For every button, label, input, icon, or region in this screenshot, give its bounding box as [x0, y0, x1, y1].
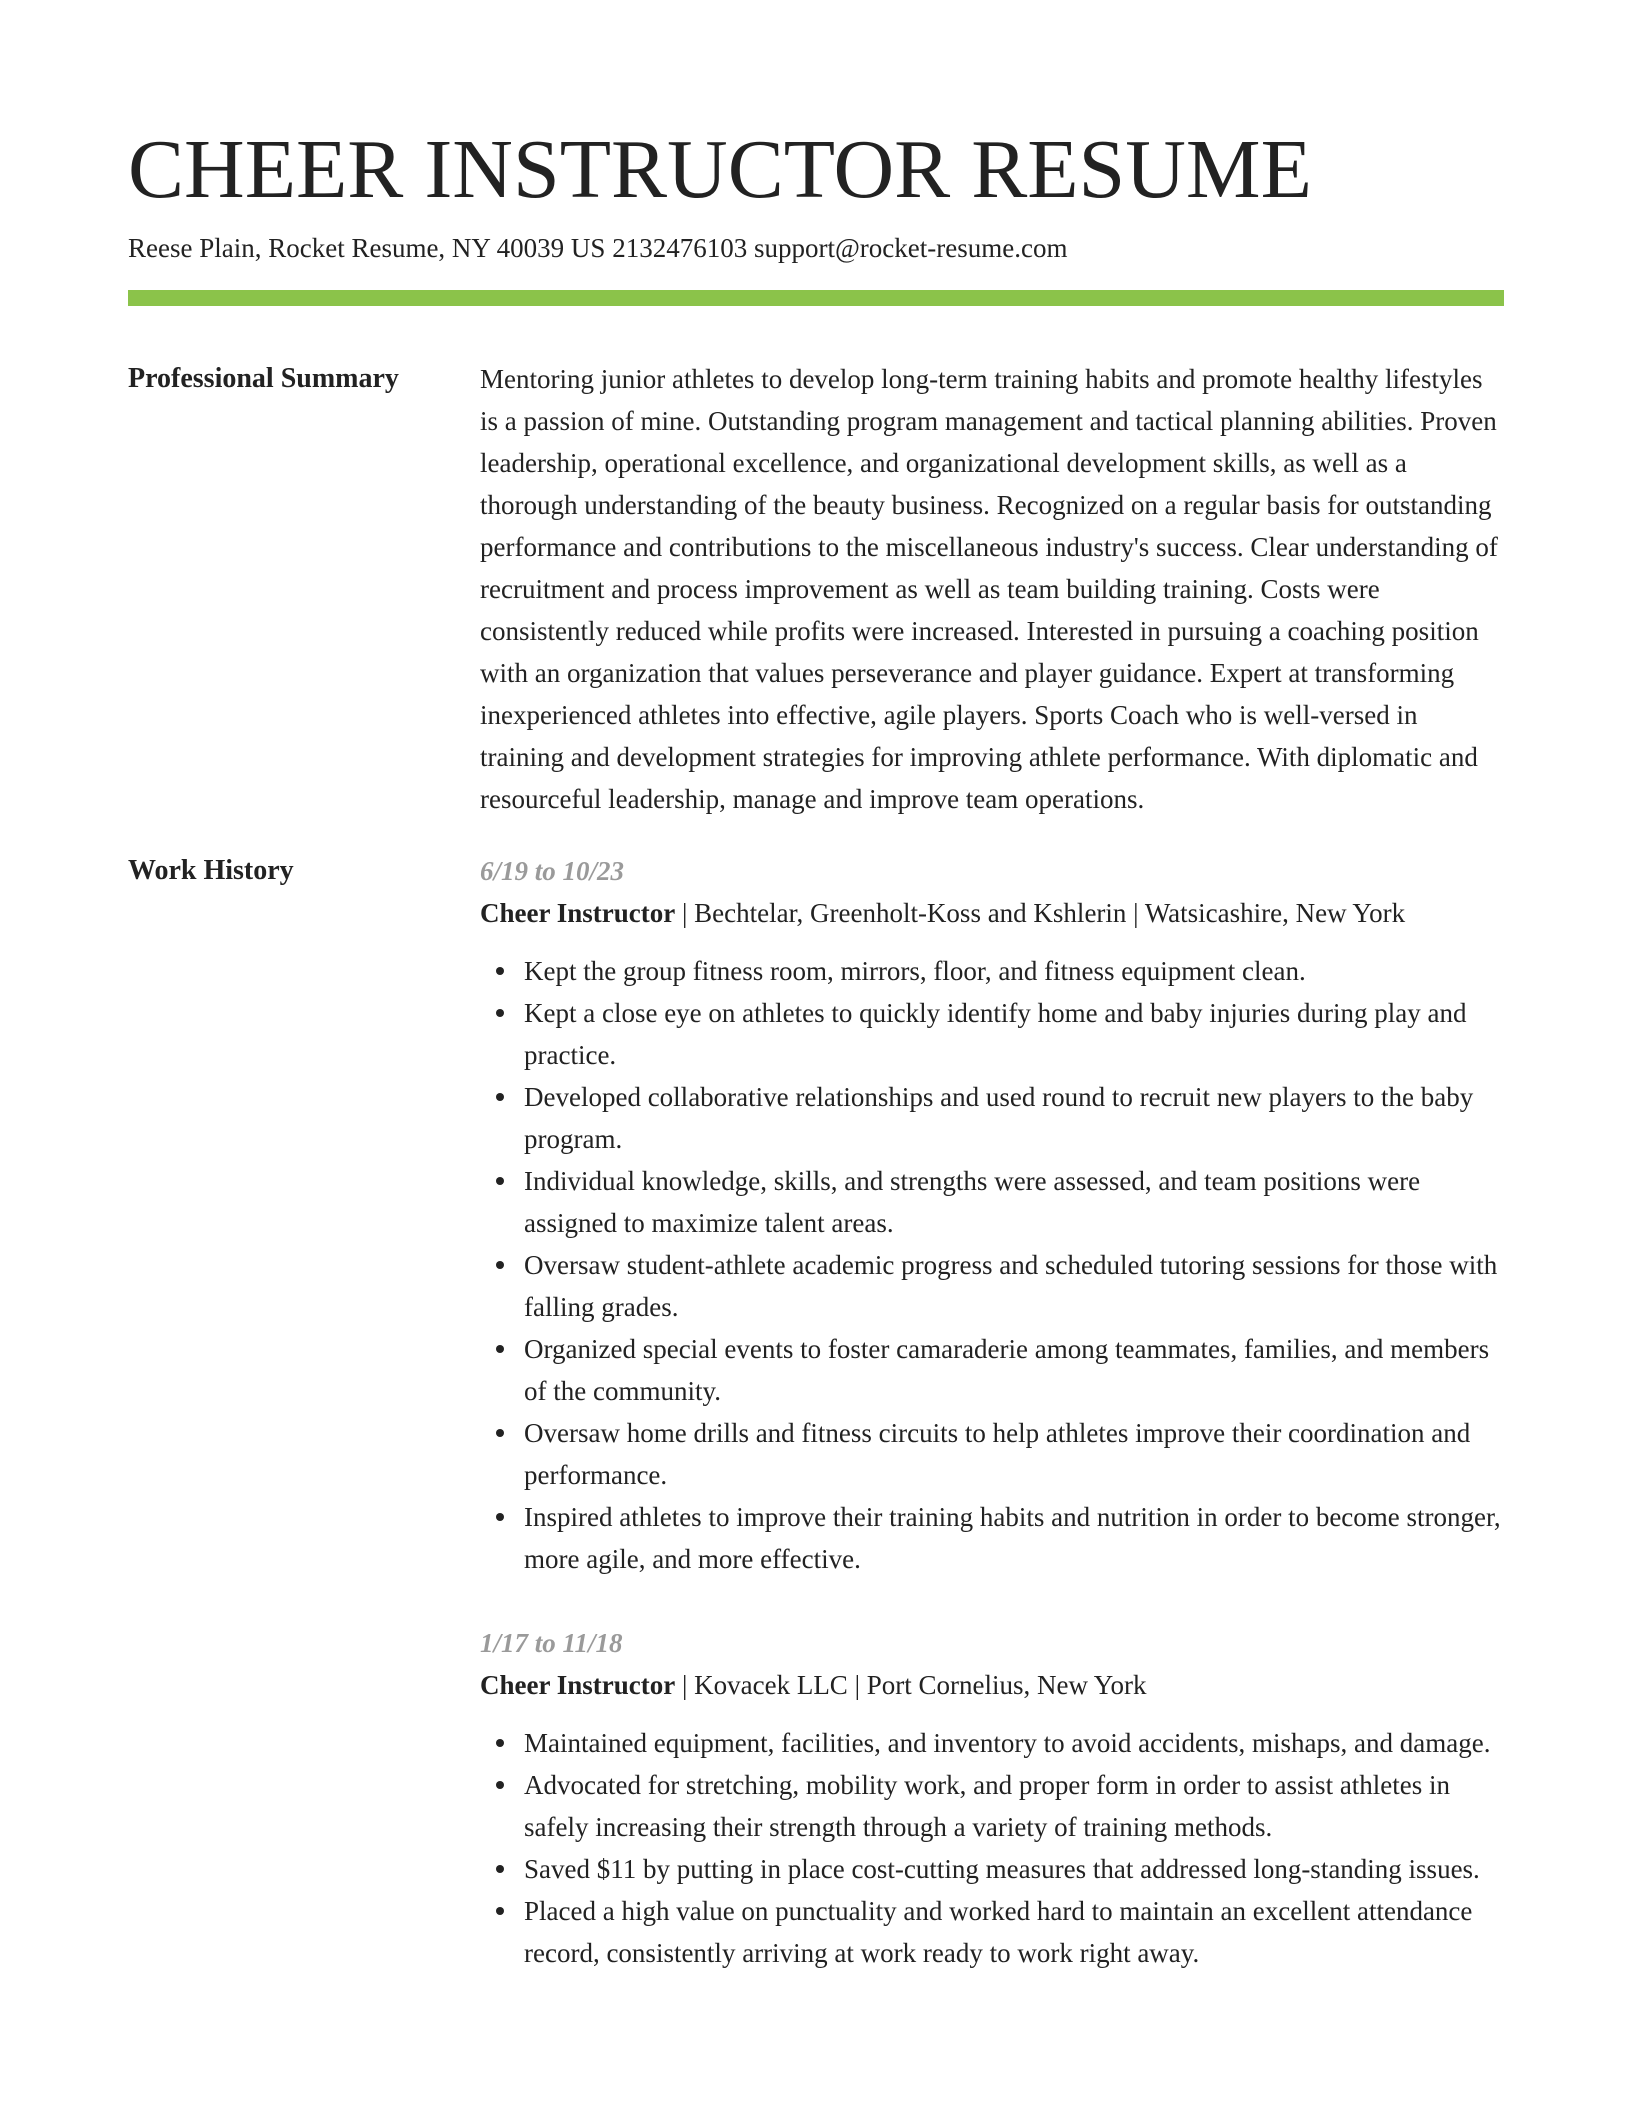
- contact-line: Reese Plain, Rocket Resume, NY 40039 US 2132476103 support@rocket-resume.com: [128, 233, 1068, 263]
- work-history-body: [480, 850, 1504, 2016]
- summary-body: [480, 358, 1504, 820]
- bullet-text: Kept the group fitness room, mirrors, floor, and fitness equipment clean.: [524, 956, 1306, 986]
- professional-summary-section: [128, 358, 1504, 820]
- bullet-text: Oversaw student-athlete academic progress and scheduled tutoring sessions for those with falling grades.: [524, 1250, 1498, 1322]
- job-bullet-list: [480, 950, 1504, 1580]
- job-bullet: [480, 1890, 1504, 1974]
- resume-page: [128, 120, 1504, 2016]
- bullet-text: Maintained equipment, facilities, and inventory to avoid accidents, mishaps, and damage.: [524, 1728, 1491, 1758]
- bullet-dot-icon: [496, 1261, 504, 1269]
- section-label-summary: Professional Summary: [128, 363, 399, 394]
- job-role: Cheer Instructor: [480, 1670, 676, 1700]
- bullet-dot-icon: [496, 1513, 504, 1521]
- bullet-dot-icon: [496, 1865, 504, 1873]
- job-details: | Kovacek LLC | Port Cornelius, New York: [675, 1670, 1147, 1700]
- bullet-dot-icon: [496, 1739, 504, 1747]
- job-entry: [480, 1622, 1504, 1974]
- bullet-dot-icon: [496, 1177, 504, 1185]
- bullet-dot-icon: [496, 1907, 504, 1915]
- job-bullet: [480, 1722, 1504, 1764]
- job-dates: 6/19 to 10/23: [480, 856, 625, 886]
- job-heading: [480, 892, 1504, 934]
- job-bullet: [480, 1160, 1504, 1244]
- resume-title: CHEER INSTRUCTOR RESUME: [128, 123, 1312, 216]
- bullet-dot-icon: [496, 967, 504, 975]
- bullet-dot-icon: [496, 1093, 504, 1101]
- bullet-text: Individual knowledge, skills, and strengths were assessed, and team positions were assigned to maximize talent areas.: [524, 1166, 1421, 1238]
- job-bullet: [480, 1496, 1504, 1580]
- job-entry: [480, 850, 1504, 1580]
- job-bullet: [480, 1076, 1504, 1160]
- bullet-dot-icon: [496, 1009, 504, 1017]
- job-bullet: [480, 1764, 1504, 1848]
- job-bullet: [480, 1412, 1504, 1496]
- bullet-text: Oversaw home drills and fitness circuits to help athletes improve their coordination and performance.: [524, 1418, 1471, 1490]
- bullet-dot-icon: [496, 1345, 504, 1353]
- job-bullet: [480, 1328, 1504, 1412]
- bullet-text: Kept a close eye on athletes to quickly identify home and baby injuries during play and practice.: [524, 998, 1467, 1070]
- job-bullet: [480, 1244, 1504, 1328]
- job-details: | Bechtelar, Greenholt-Koss and Kshlerin | Watsicashire, New York: [675, 898, 1406, 928]
- job-heading: [480, 1664, 1504, 1706]
- summary-text: Mentoring junior athletes to develop long-term training habits and promote healthy lifestyles is a passion of mine. Outstanding program management and tactical planning abilities. Proven leadership, operational excellence, and organizational development skills, as well as a thorough understanding of the beauty business. Recognized on a regular basis for outstanding performance and contributions to the miscellaneous industry's success. Clear understanding of recruitment and process improvement as well as team building training. Costs were consistently reduced while profits were increased. Interested in pursuing a coaching position with an organization that values perseverance and player guidance. Expert at transforming inexperienced athletes into effective, agile players. Sports Coach who is well-versed in training and development strategies for improving athlete performance. With diplomatic and resourceful leadership, manage and improve team operations.: [480, 364, 1498, 814]
- bullet-dot-icon: [496, 1429, 504, 1437]
- bullet-text: Placed a high value on punctuality and worked hard to maintain an excellent attendance record, consistently arriving at work ready to work right away.: [524, 1896, 1473, 1968]
- job-role: Cheer Instructor: [480, 898, 676, 928]
- accent-divider: [128, 290, 1504, 306]
- section-label-work-history: Work History: [128, 855, 294, 886]
- bullet-dot-icon: [496, 1781, 504, 1789]
- bullet-text: Saved $11 by putting in place cost-cutting measures that addressed long-standing issues.: [524, 1854, 1480, 1884]
- work-history-section: [128, 850, 1504, 2016]
- bullet-text: Advocated for stretching, mobility work, and proper form in order to assist athletes in safely increasing their strength through a variety of training methods.: [524, 1770, 1451, 1842]
- bullet-text: Organized special events to foster camaraderie among teammates, families, and members of the community.: [524, 1334, 1490, 1406]
- job-bullet-list: [480, 1722, 1504, 1974]
- job-dates: 1/17 to 11/18: [480, 1628, 623, 1658]
- job-bullet: [480, 992, 1504, 1076]
- job-bullet: [480, 950, 1504, 992]
- job-bullet: [480, 1848, 1504, 1890]
- bullet-text: Inspired athletes to improve their training habits and nutrition in order to become stronger, more agile, and more effective.: [524, 1502, 1501, 1574]
- bullet-text: Developed collaborative relationships and used round to recruit new players to the baby program.: [524, 1082, 1474, 1154]
